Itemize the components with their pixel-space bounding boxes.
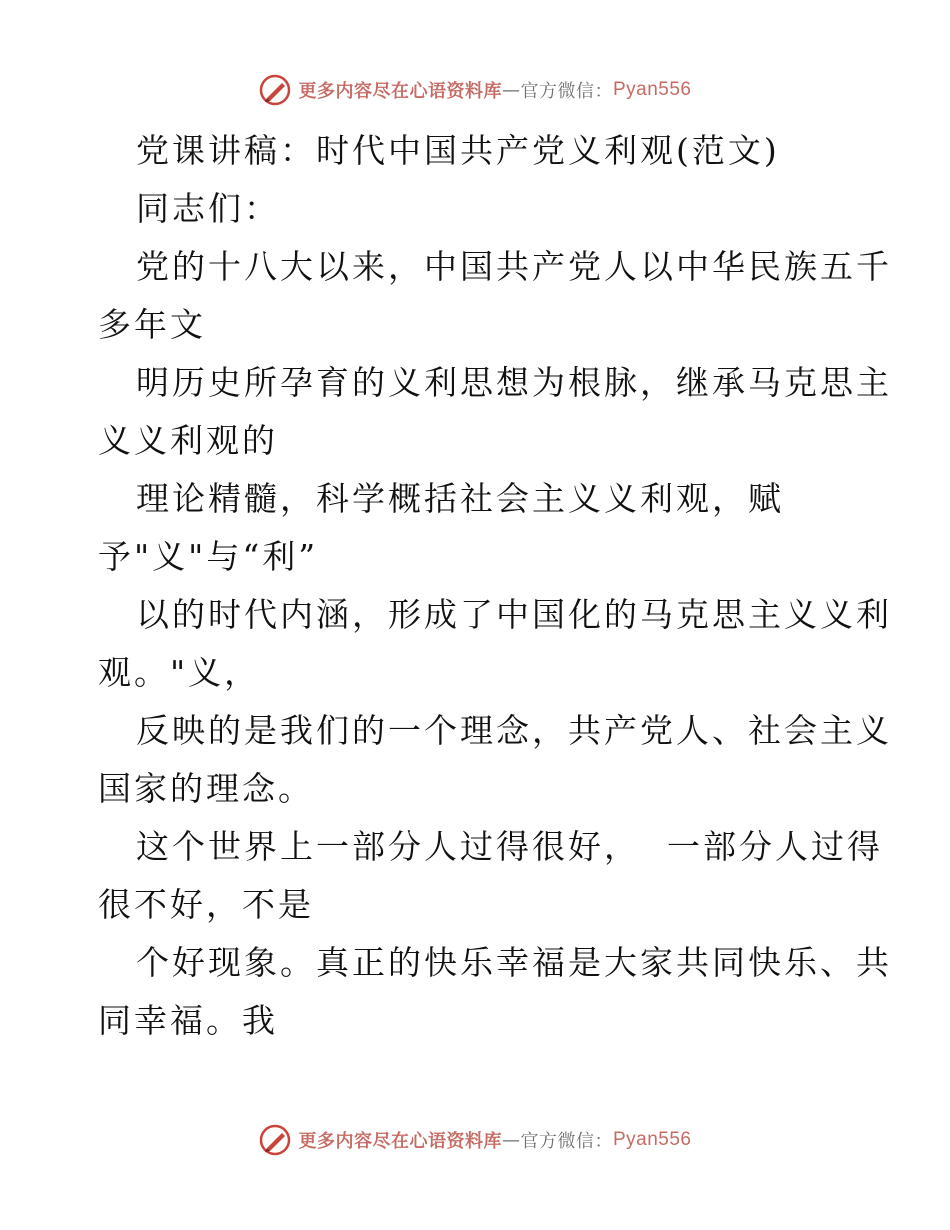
header-wechat-label: 官方微信： [520, 81, 613, 102]
footer-brand-text: 更多内容尽在心语资料库 [298, 1131, 502, 1152]
footer-wechat-id: Pyan556 [612, 1129, 692, 1150]
paragraph-line: 予"义"与“利” [98, 537, 319, 576]
paragraph-line: 反映的是我们的一个理念，共产党人、社会主义 [136, 711, 892, 750]
document-body [98, 122, 892, 1050]
pen-logo-icon [258, 1123, 292, 1157]
paragraph-line: 国家的理念。 [98, 769, 314, 808]
paragraph-line: 多年文 [98, 305, 206, 344]
footer-banner [0, 1120, 950, 1160]
header-wechat-id: Pyan556 [612, 79, 692, 100]
pen-logo-icon [258, 73, 292, 107]
paragraph-line: 很不好，不是 [98, 885, 314, 924]
footer-separator: — [501, 1129, 521, 1151]
header-banner [0, 70, 950, 110]
salutation: 同志们： [136, 189, 280, 228]
footer-wechat-label: 官方微信： [520, 1131, 613, 1152]
document-title: 党课讲稿：时代中国共产党义利观(范文) [136, 131, 780, 170]
paragraph-line: 以的时代内涵，形成了中国化的马克思主义义利 [136, 595, 892, 634]
paragraph-line: 义义利观的 [98, 421, 278, 460]
paragraph-line: 党的十八大以来，中国共产党人以中华民族五千 [136, 247, 892, 286]
paragraph-line: 同幸福。我 [98, 1001, 278, 1040]
paragraph-line: 明历史所孕育的义利思想为根脉，继承马克思主 [136, 363, 892, 402]
header-brand-text: 更多内容尽在心语资料库 [298, 81, 502, 102]
paragraph-line: 这个世界上一部分人过得很好， 一部分人过得 [136, 827, 883, 866]
header-separator: — [501, 79, 521, 101]
paragraph-line: 理论精髓，科学概括社会主义义利观，赋 [136, 479, 784, 518]
paragraph-line: 个好现象。真正的快乐幸福是大家共同快乐、共 [136, 943, 892, 982]
paragraph-line: 观。"义， [98, 653, 261, 692]
